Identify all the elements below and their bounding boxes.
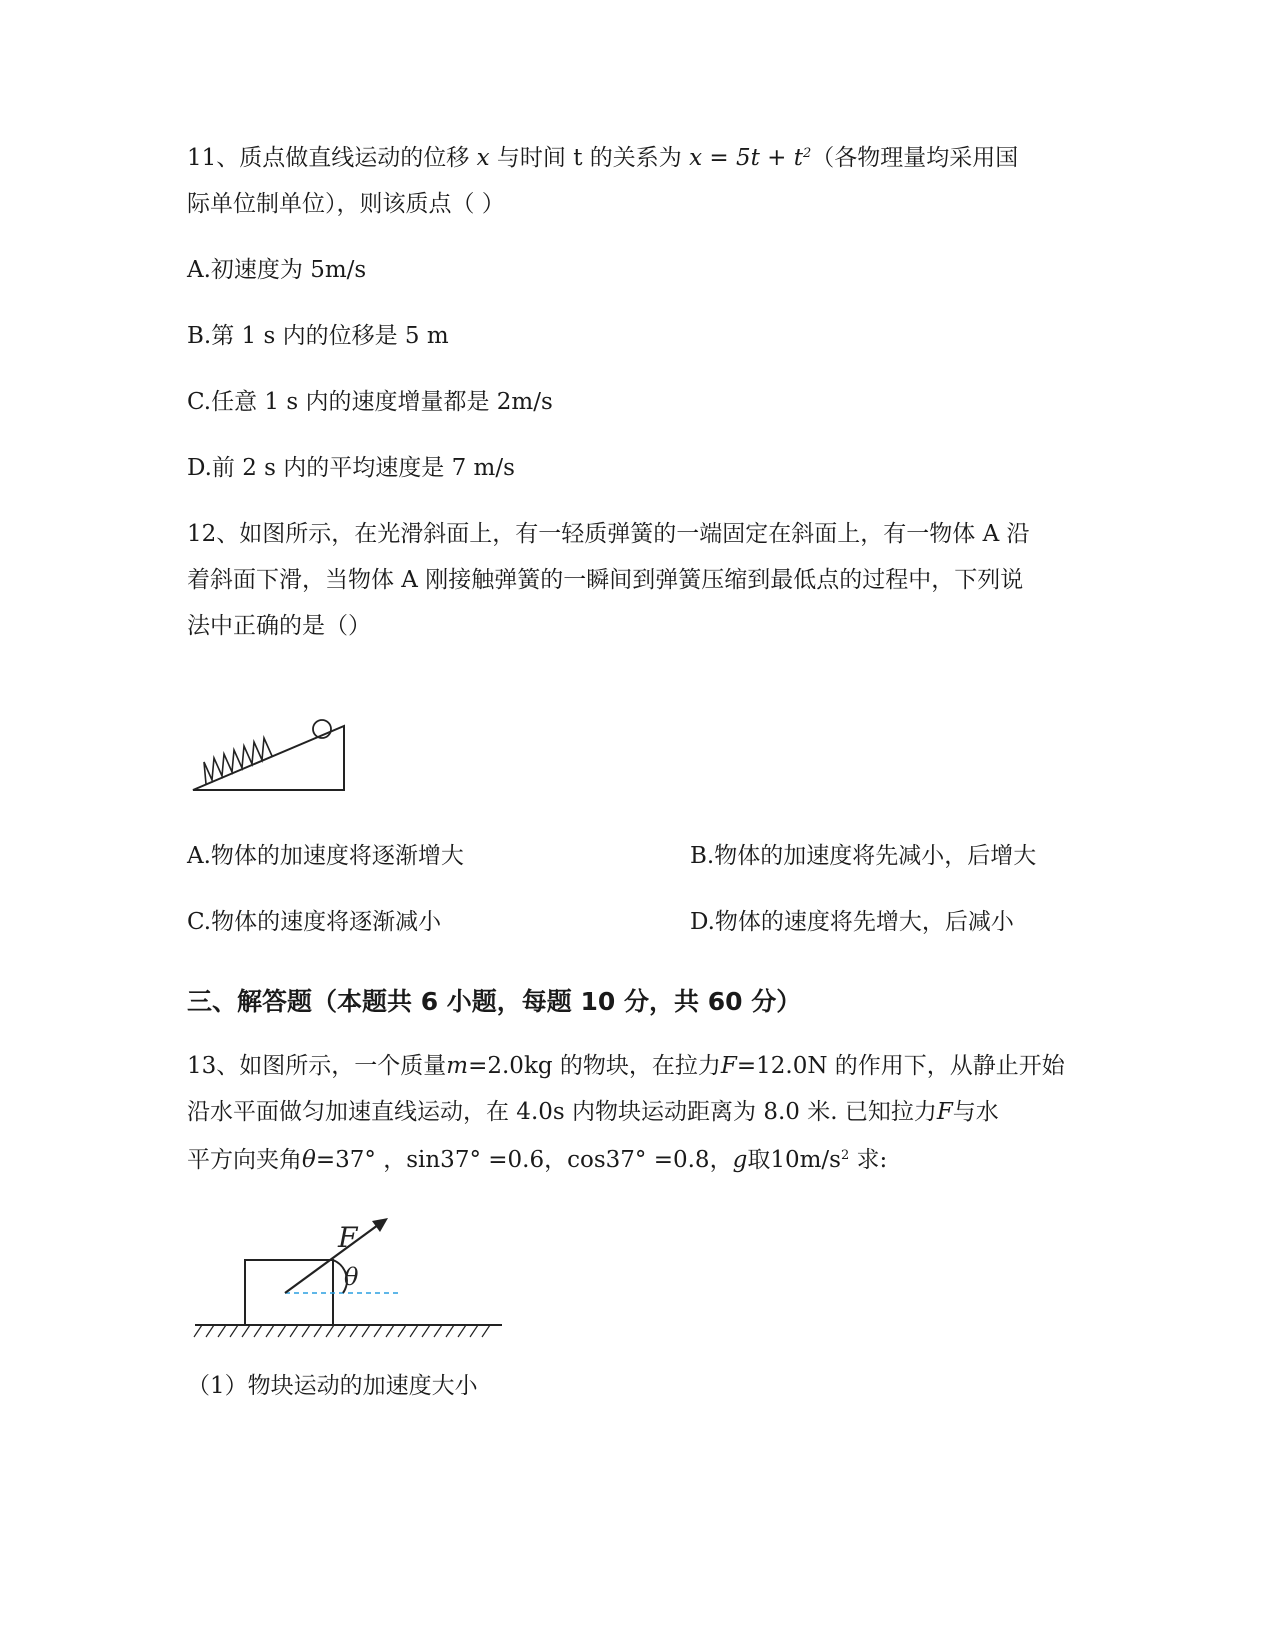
q13-text-i: 求: [849,1147,888,1173]
q12-option-d: D.物体的速度将先增大，后减小 [690,909,1014,935]
q13-exp: 2 [840,1148,850,1163]
q12-option-c: C.物体的速度将逐渐减小 [187,909,442,935]
q11-formula [689,145,811,171]
q12-line-3: 法中正确的是（） [187,613,371,639]
force-label: F [338,1221,358,1254]
force-arrowhead [372,1218,388,1232]
q12-option-b: B.物体的加速度将先减小，后增大 [690,843,1037,869]
q13-sub-1: （1）物块运动的加速度大小 [187,1373,478,1399]
q12-option-a: A.物体的加速度将逐渐增大 [187,843,464,869]
q11-formula-base: x = 5t + t [689,145,803,171]
q13-text-f: 平方向夹角 [187,1147,302,1173]
q11-text-b: 与时间 t 的关系为 [496,145,682,171]
q11-formula-exp: 2 [802,146,812,161]
q11-line-2: 际单位制单位），则该质点（ ） [187,191,505,217]
q11-var-x: x [476,145,490,171]
q13-line-2 [187,1097,999,1127]
q11-text-a: 11、质点做直线运动的位移 [187,145,470,171]
theta-label: θ [344,1263,359,1291]
q13-line-3 [187,1145,887,1175]
q11-option-c: C.任意 1 s 内的速度增量都是 2m/s [187,389,553,415]
ground-hatching [194,1325,490,1337]
q13-text-h: 取10m/s [747,1147,841,1173]
q13-var-g: g [732,1147,748,1173]
q13-line-1 [187,1051,1065,1081]
q13-text-g: =37° ，sin37° =0.6，cos37° =0.8， [315,1147,733,1173]
block-force-figure [190,1215,510,1355]
q13-text-b: =2.0kg 的物块，在拉力 [468,1053,721,1079]
q11-line-1 [187,143,1018,173]
q13-var-f2: F [936,1099,953,1125]
q11-option-a: A.初速度为 5m/s [187,257,367,283]
q11-text-c: （各物理量均采用国 [811,145,1019,171]
q13-text-d: 沿水平面做匀加速直线运动，在 4.0s 内物块运动距离为 8.0 米. 已知拉力 [187,1099,937,1125]
q13-var-m: m [446,1053,469,1079]
q13-text-c: =12.0N 的作用下，从静止开始 [736,1053,1065,1079]
spring-coil [204,738,272,784]
q13-var-f: F [720,1053,737,1079]
q13-text-e: 与水 [952,1099,999,1125]
q13-var-theta: θ [302,1147,316,1173]
incline-spring-figure [190,712,350,802]
incline-triangle [193,726,344,790]
section-3-heading: 三、解答题（本题共 6 小题，每题 10 分，共 60 分） [187,987,802,1016]
q11-option-b: B.第 1 s 内的位移是 5 m [187,323,449,349]
q11-option-d: D.前 2 s 内的平均速度是 7 m/s [187,455,515,481]
q12-line-1: 12、如图所示，在光滑斜面上，有一轻质弹簧的一端固定在斜面上，有一物体 A 沿 [187,521,1030,547]
q13-text-a: 13、如图所示，一个质量 [187,1053,447,1079]
q12-line-2: 着斜面下滑，当物体 A 刚接触弹簧的一瞬间到弹簧压缩到最低点的过程中，下列说 [187,567,1024,593]
